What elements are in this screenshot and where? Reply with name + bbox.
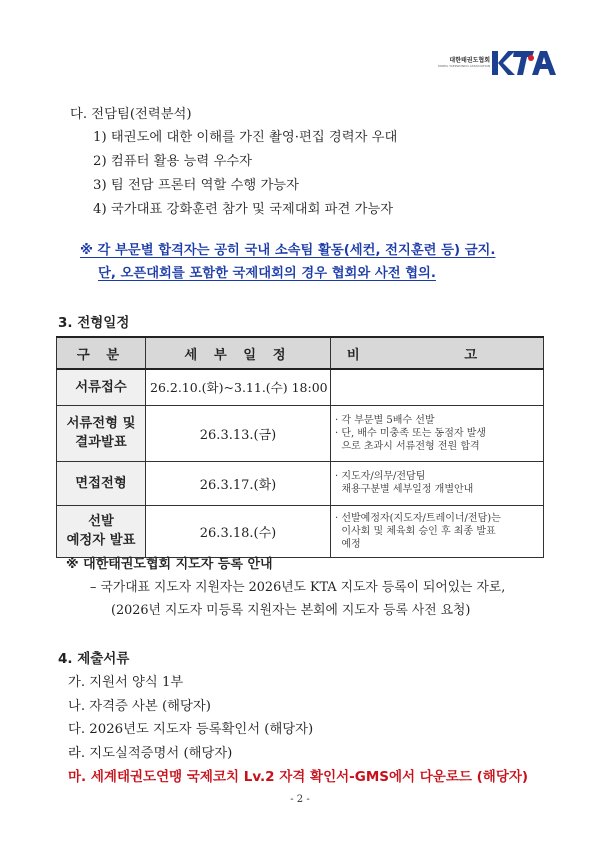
schedule-row [57, 505, 544, 557]
documents-highlight-item: 마. 세계태권도연맹 국제코치 Lv.2 자격 확인서-GMS에서 다운로드 (해당자) [68, 769, 529, 785]
row-note [331, 405, 544, 461]
row-category-line: 서류접수 [75, 379, 127, 395]
row-category-line: 예정자 발표 [66, 533, 136, 548]
logo-text-block [438, 57, 490, 69]
note-line: 이사회 및 체육회 승인 후 최종 발표 [335, 525, 496, 537]
row-category-line: 결과발표 [75, 435, 127, 450]
kta-logo-mark-icon [490, 48, 560, 78]
note-line: 채용구분별 세부일정 개별안내 [335, 484, 474, 495]
documents-item-2: 나. 자격증 사본 (해당자) [68, 699, 211, 714]
section-da-item-1: 1) 태권도에 대한 이해를 가진 촬영·편집 경력자 우대 [93, 130, 398, 145]
row-note [331, 505, 544, 557]
row-category [57, 505, 146, 557]
registration-line-2: (2026년 지도자 미등록 지원자는 본회에 지도자 등록 사전 요청) [111, 603, 471, 618]
kta-logo [438, 46, 563, 80]
header-date: 세 부 일 정 [146, 337, 331, 369]
row-category-line: 선발 [88, 514, 114, 529]
section-da-item-4: 4) 국가대표 강화훈련 참가 및 국제대회 파견 가능자 [93, 202, 394, 217]
documents-item-1: 가. 지원서 양식 1부 [68, 675, 184, 690]
row-note [331, 369, 544, 405]
section-da-item-3: 3) 팀 전담 프론터 역할 수행 가능자 [93, 178, 299, 193]
logo-name-en: KOREA TAEKWONDO ASSOCIATION [438, 64, 491, 68]
note-line: · 선발예정자(지도자/트레이너/전담)는 [335, 512, 501, 524]
documents-item-3: 다. 2026년도 지도자 등록확인서 (해당자) [68, 722, 314, 737]
note-line: · 단, 배수 미충족 또는 동점자 발생 [335, 427, 487, 439]
schedule-header-row [57, 337, 544, 369]
row-date: 26.3.17.(화) [146, 461, 331, 505]
section-da-item-2: 2) 컴퓨터 활용 능력 우수자 [93, 154, 253, 169]
documents-item-4: 라. 지도실적증명서 (해당자) [68, 746, 233, 761]
row-date: 26.3.13.(금) [146, 405, 331, 461]
row-note [331, 461, 544, 505]
section-da-title: 다. 전담팀(전력분석) [70, 107, 192, 122]
documents-title: 4. 제출서류 [58, 651, 130, 667]
registration-line-1: – 국가대표 지도자 지원자는 2026년도 KTA 지도자 등록이 되어있는 자로, [90, 580, 506, 595]
note-line: 예정 [335, 538, 361, 550]
row-category [57, 461, 146, 505]
header-category: 구 분 [57, 337, 146, 369]
registration-title: ※ 대한태권도협회 지도자 등록 안내 [66, 557, 273, 572]
note-line: 으로 초과시 서류전형 전원 합격 [335, 440, 480, 452]
note-line: · 지도자/의무/전담팀 [335, 471, 426, 482]
logo-name-kr: 대한태권도협회 [449, 57, 490, 64]
page-number: - 2 - [290, 794, 310, 805]
schedule-table [56, 336, 544, 558]
schedule-row [57, 461, 544, 505]
header-note: 비 고 [331, 337, 544, 369]
row-category-line: 서류전형 및 [66, 416, 136, 431]
row-date: 26.3.18.(수) [146, 505, 331, 557]
schedule-row [57, 369, 544, 405]
row-category [57, 369, 146, 405]
notice-line-2: 단, 오픈대회를 포함한 국제대회의 경우 협회와 사전 협의. [98, 266, 436, 281]
row-category-line: 면접전형 [75, 475, 127, 491]
row-date: 26.2.10.(화)~3.11.(수) 18:00 [146, 369, 331, 405]
schedule-row [57, 405, 544, 461]
note-line: · 각 부문별 5배수 선발 [335, 414, 435, 426]
notice-line-1: ※ 각 부문별 합격자는 공히 국내 소속팀 활동(세컨, 전지훈련 등) 금지. [80, 243, 496, 258]
schedule-title: 3. 전형일정 [58, 315, 130, 331]
row-category [57, 405, 146, 461]
